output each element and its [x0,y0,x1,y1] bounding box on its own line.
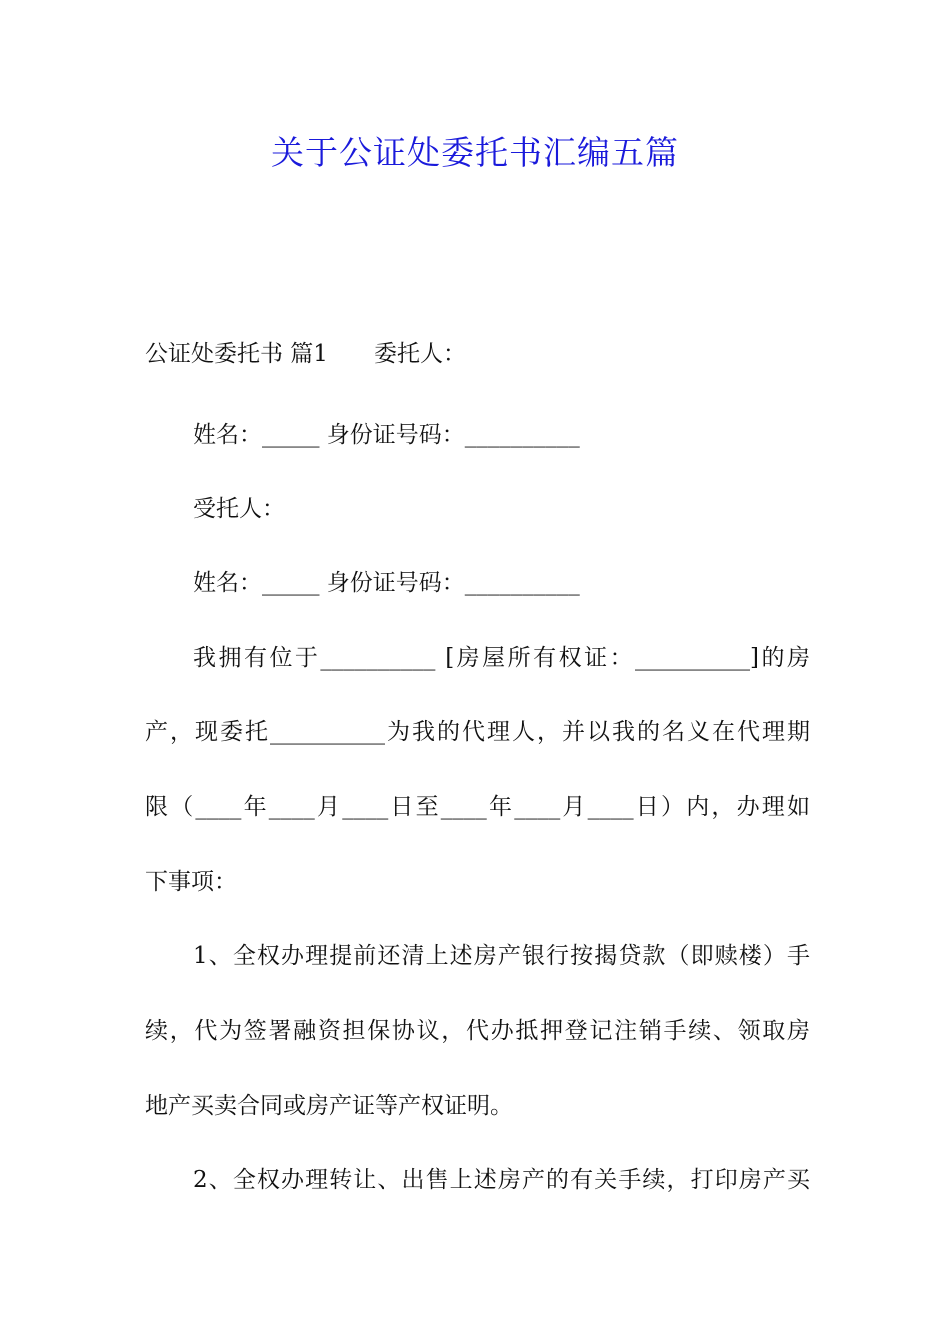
agent-name-id-line: 姓名：_____ 身份证号码：__________ [193,570,580,596]
section-heading: 公证处委托书 篇1 [145,341,328,367]
body-text-line: 产，现委托__________为我的代理人，并以我的名义在代理期 [145,719,810,745]
section-label-principal: 委托人： [373,341,466,367]
body-text-line: 我拥有位于__________ [房屋所有权证：__________]的房 [193,645,810,671]
document-title: 关于公证处委托书汇编五篇 [271,133,679,172]
principal-name-id-line: 姓名：_____ 身份证号码：__________ [193,422,580,448]
section-heading-line [145,336,810,372]
agent-label-line: 受托人： [193,496,285,522]
list-item-1-line: 地产买卖合同或房产证等产权证明。 [145,1093,513,1119]
list-item-2-line: 2、全权办理转让、出售上述房产的有关手续，打印房产买 [193,1167,810,1193]
list-item-1-line: 续，代为签署融资担保协议，代办抵押登记注销手续、领取房 [145,1018,810,1044]
body-text-line: 限（____年____月____日至____年____月____日）内，办理如 [145,794,810,820]
list-item-1-line: 1、全权办理提前还清上述房产银行按揭贷款（即赎楼）手 [193,943,810,969]
body-text-line: 下事项： [145,869,237,895]
